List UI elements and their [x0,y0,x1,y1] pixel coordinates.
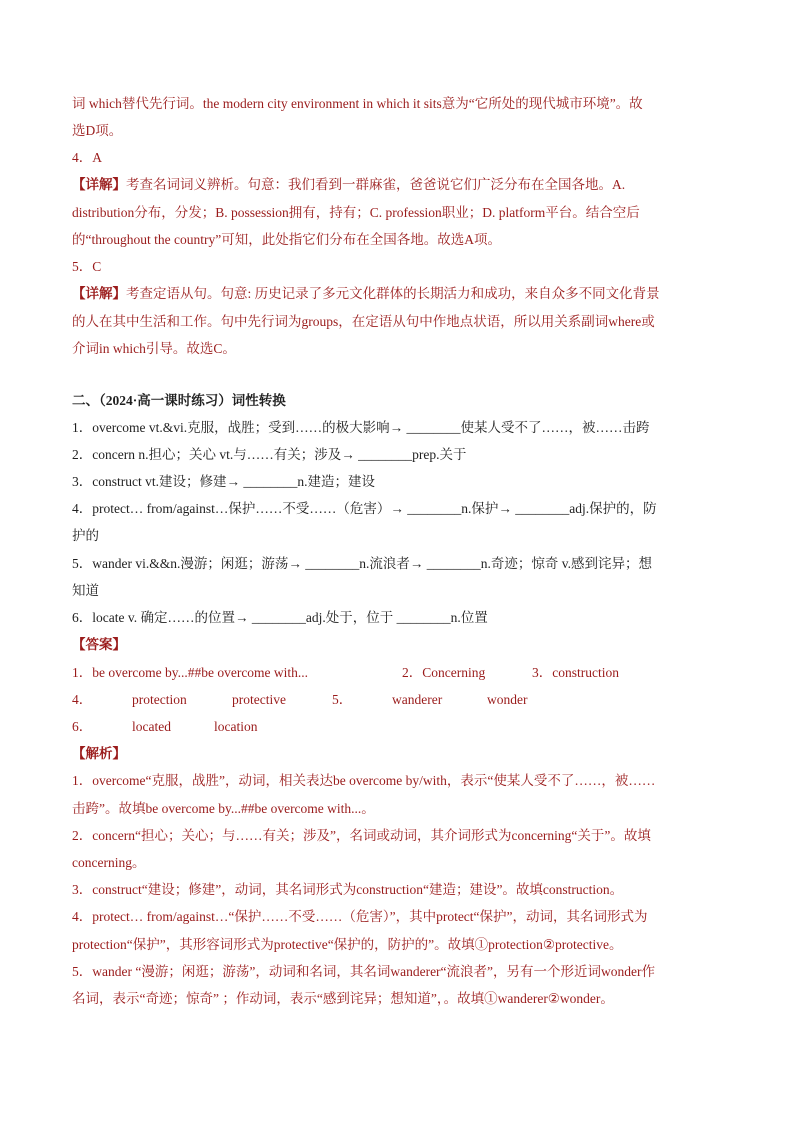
explanation-line: concerning。 [72,855,146,870]
prev-explanation-line-2: 选D项。 [72,123,123,138]
q5-answer: 5．C [72,259,102,274]
exercise-item-4-cont: 护的 [72,528,99,543]
answer-5-label: 5． [332,692,353,707]
section-2-title: 二、（2024·高一课时练习）词性转换 [72,393,286,408]
answer-4b: protective [232,692,286,707]
answer-6b: location [214,719,258,734]
answer-6a: located [132,719,171,734]
q5-detail-tag: 【详解】 [72,286,126,301]
q5-explanation-line-3: 介词in which引导。故选C。 [72,341,236,356]
explanation-line: 3．construct“建设；修建”，动词，其名词形式为construction“建造；建设”。故填construction。 [72,882,624,897]
explanation-line: 2．concern“担心；关心；与……有关；涉及”，名词或动词，其介词形式为concerning“关于”。故填 [72,828,651,843]
q4-detail-tag: 【详解】 [72,177,126,192]
answer-6-label: 6． [72,719,93,734]
answer-4-label: 4． [72,692,93,707]
exercise-item-3: 3．construct vt.建设；修建→ ________n.建造；建设 [72,474,375,489]
prev-explanation-line-1: 词 which替代先行词。the modern city environment in which it sits意为“它所处的现代城市环境”。故 [72,96,643,111]
q4-explanation-line-1: 【详解】考查名词词义辨析。句意：我们看到一群麻雀，爸爸说它们广泛分布在全国各地。A. [72,177,626,192]
answer-5a: wanderer [392,692,443,707]
explanation-line: 4．protect… from/against…“保护……不受……（危害）”，其中protect“保护”，动词，其名词形式为 [72,909,648,924]
q4-explanation-line-2: distribution分布，分发；B. possession拥有，持有；C. profession职业；D. platform平台。结合空后 [72,205,640,220]
exercise-item-4: 4．protect… from/against…保护……不受……（危害）→ ________n.保护→ ________adj.保护的，防 [72,501,657,516]
answer-4a: protection [132,692,187,707]
q4-explanation-line-3: 的“throughout the country”可知，此处指它们分布在全国各地。故选A项。 [72,232,501,247]
explanation-line: 1．overcome“克服，战胜”，动词，相关表达be overcome by/with，表示“使某人受不了……，被…… [72,773,656,788]
explanation-line: 击跨”。故填be overcome by...##be overcome with...。 [72,801,375,816]
q4-answer: 4．A [72,150,102,165]
answer-1: 1．be overcome by...##be overcome with... [72,665,309,680]
exercise-item-2: 2．concern n.担心；关心 vt.与……有关；涉及→ ________prep.关于 [72,447,467,462]
answer-5b: wonder [487,692,528,707]
explanation-heading: 【解析】 [72,746,126,761]
exercise-item-6: 6．locate v. 确定……的位置→ ________adj.处于，位于 ________n.位置 [72,610,488,625]
explanation-line: 5．wander “漫游；闲逛；游荡”，动词和名词，其名词wanderer“流浪者”，另有一个形近词wonder作 [72,964,656,979]
q5-explanation-line-1: 【详解】考查定语从句。句意: 历史记录了多元文化群体的长期活力和成功，来自众多不同文化背景 [72,286,660,301]
exercise-item-5-cont: 知道 [72,583,99,598]
exercise-item-5: 5．wander vi.&&n.漫游；闲逛；游荡→ ________n.流浪者→ ________n.奇迹；惊奇 v.感到诧异；想 [72,556,652,571]
answer-heading: 【答案】 [72,637,126,652]
exercise-item-1: 1．overcome vt.&vi.克服，战胜；受到……的极大影响→ ________使某人受不了……，被……击跨 [72,420,650,435]
explanation-line: 名词，表示“奇迹；惊奇” ；作动词，表示“感到诧异；想知道”，。故填①wanderer②wonder。 [72,991,614,1006]
answer-3: 3．construction [532,665,619,680]
answer-2: 2．Concerning [402,665,486,680]
explanation-line: protection“保护”，其形容词形式为protective“保护的，防护的”。故填①protection②protective。 [72,937,623,952]
q5-explanation-line-2: 的人在其中生活和工作。句中先行词为groups，在定语从句中作地点状语，所以用关系副词where或 [72,314,655,329]
